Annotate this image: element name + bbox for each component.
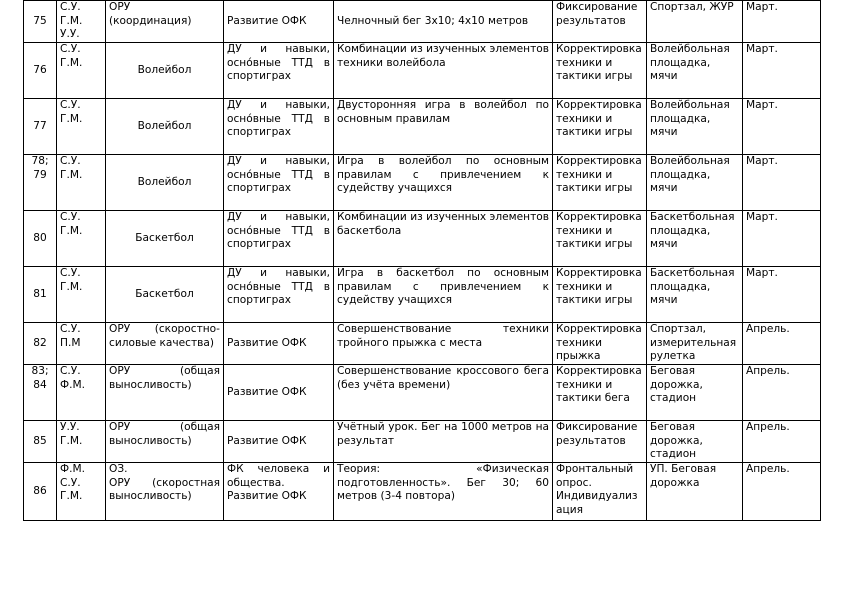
section-cell: Развитие ОФК <box>224 1 334 43</box>
content-cell: Совершенствование техники тройного прыжка с места <box>334 323 553 365</box>
topic-cell: ОРУ (скоростно-силовые качества) <box>106 323 224 365</box>
content-cell: Комбинации из изученных элементов баскетбола <box>334 211 553 267</box>
month-cell: Март. <box>743 43 821 99</box>
control-cell: Корректировка техники и тактики игры <box>553 267 647 323</box>
teacher-cell: С.У. Г.М. <box>57 155 106 211</box>
content-cell: Теория: «Физическая подготовленность». Бег 30; 60 метров (3-4 повтора) <box>334 463 553 521</box>
control-cell: Фиксирование результатов <box>553 1 647 43</box>
lesson-plan-table <box>23 0 821 521</box>
section-cell: ФК человека и общества. Развитие ОФК <box>224 463 334 521</box>
equipment-cell: Волейбольная площадка, мячи <box>647 155 743 211</box>
lesson-number: 86 <box>24 463 57 521</box>
month-cell: Март. <box>743 155 821 211</box>
section-cell: ДУ и навыки, осно́вные ТТД в спортиграх <box>224 155 334 211</box>
control-cell: Фиксирование результатов <box>553 421 647 463</box>
topic-cell: Волейбол <box>106 155 224 211</box>
table-row <box>24 267 821 323</box>
topic-cell: Баскетбол <box>106 267 224 323</box>
teacher-cell: С.У. Г.М. <box>57 43 106 99</box>
table-row <box>24 43 821 99</box>
section-cell: Развитие ОФК <box>224 365 334 421</box>
teacher-cell: У.У. Г.М. <box>57 421 106 463</box>
table-row <box>24 323 821 365</box>
equipment-cell: Беговая дорожка, стадион <box>647 365 743 421</box>
lesson-number: 76 <box>24 43 57 99</box>
topic-cell: ОЗ. ОРУ (скоростная выносливость) <box>106 463 224 521</box>
table-row <box>24 1 821 43</box>
teacher-cell: С.У. П.М <box>57 323 106 365</box>
month-cell: Март. <box>743 1 821 43</box>
teacher-cell: С.У. Г.М. <box>57 267 106 323</box>
teacher-cell: С.У. Ф.М. <box>57 365 106 421</box>
content-cell: Челночный бег 3х10; 4х10 метров <box>334 1 553 43</box>
lesson-number: 80 <box>24 211 57 267</box>
month-cell: Март. <box>743 99 821 155</box>
table-row <box>24 99 821 155</box>
lesson-number: 85 <box>24 421 57 463</box>
topic-cell: ОРУ (координация) <box>106 1 224 43</box>
content-cell: Игра в баскетбол по основным правилам с привлечением к судейству учащихся <box>334 267 553 323</box>
month-cell: Апрель. <box>743 421 821 463</box>
control-cell: Фронтальный опрос. Индивидуализация <box>553 463 647 521</box>
topic-cell: Волейбол <box>106 43 224 99</box>
equipment-cell: Баскетбольная площадка, мячи <box>647 211 743 267</box>
section-cell: ДУ и навыки, осно́вные ТТД в спортиграх <box>224 267 334 323</box>
month-cell: Март. <box>743 211 821 267</box>
control-cell: Корректировка техники и тактики игры <box>553 99 647 155</box>
equipment-cell: Волейбольная площадка, мячи <box>647 99 743 155</box>
content-cell: Игра в волейбол по основным правилам с привлечением к судейству учащихся <box>334 155 553 211</box>
equipment-cell: Баскетбольная площадка, мячи <box>647 267 743 323</box>
table-row <box>24 365 821 421</box>
equipment-cell: Беговая дорожка, стадион <box>647 421 743 463</box>
section-cell: Развитие ОФК <box>224 323 334 365</box>
table-row <box>24 421 821 463</box>
lesson-number: 81 <box>24 267 57 323</box>
control-cell: Корректировка техники и тактики игры <box>553 155 647 211</box>
lesson-number: 78; 79 <box>24 155 57 211</box>
equipment-cell: Спортзал, измерительная рулетка <box>647 323 743 365</box>
lesson-number: 82 <box>24 323 57 365</box>
lesson-number: 75 <box>24 1 57 43</box>
equipment-cell: Спортзал, ЖУР <box>647 1 743 43</box>
table-row <box>24 155 821 211</box>
content-cell: Учётный урок. Бег на 1000 метров на результат <box>334 421 553 463</box>
teacher-cell: С.У. Г.М. <box>57 99 106 155</box>
table-row <box>24 211 821 267</box>
lesson-number: 77 <box>24 99 57 155</box>
equipment-cell: Волейбольная площадка, мячи <box>647 43 743 99</box>
control-cell: Корректировка техники прыжка <box>553 323 647 365</box>
teacher-cell: С.У. Г.М. <box>57 211 106 267</box>
content-cell: Совершенствование кроссового бега (без учёта времени) <box>334 365 553 421</box>
equipment-cell: УП. Беговая дорожка <box>647 463 743 521</box>
topic-cell: ОРУ (общая выносливость) <box>106 365 224 421</box>
month-cell: Апрель. <box>743 323 821 365</box>
lesson-number: 83; 84 <box>24 365 57 421</box>
teacher-cell: Ф.М. С.У. Г.М. <box>57 463 106 521</box>
section-cell: ДУ и навыки, осно́вные ТТД в спортиграх <box>224 43 334 99</box>
content-cell: Двусторонняя игра в волейбол по основным правилам <box>334 99 553 155</box>
month-cell: Апрель. <box>743 463 821 521</box>
section-cell: ДУ и навыки, осно́вные ТТД в спортиграх <box>224 99 334 155</box>
topic-cell: Волейбол <box>106 99 224 155</box>
month-cell: Март. <box>743 267 821 323</box>
teacher-cell: С.У. Г.М. У.У. <box>57 1 106 43</box>
topic-cell: ОРУ (общая выносливость) <box>106 421 224 463</box>
topic-cell: Баскетбол <box>106 211 224 267</box>
table-row <box>24 463 821 521</box>
control-cell: Корректировка техники и тактики игры <box>553 43 647 99</box>
section-cell: Развитие ОФК <box>224 421 334 463</box>
control-cell: Корректировка техники и тактики игры <box>553 211 647 267</box>
control-cell: Корректировка техники и тактики бега <box>553 365 647 421</box>
content-cell: Комбинации из изученных элементов техники волейбола <box>334 43 553 99</box>
month-cell: Апрель. <box>743 365 821 421</box>
section-cell: ДУ и навыки, осно́вные ТТД в спортиграх <box>224 211 334 267</box>
